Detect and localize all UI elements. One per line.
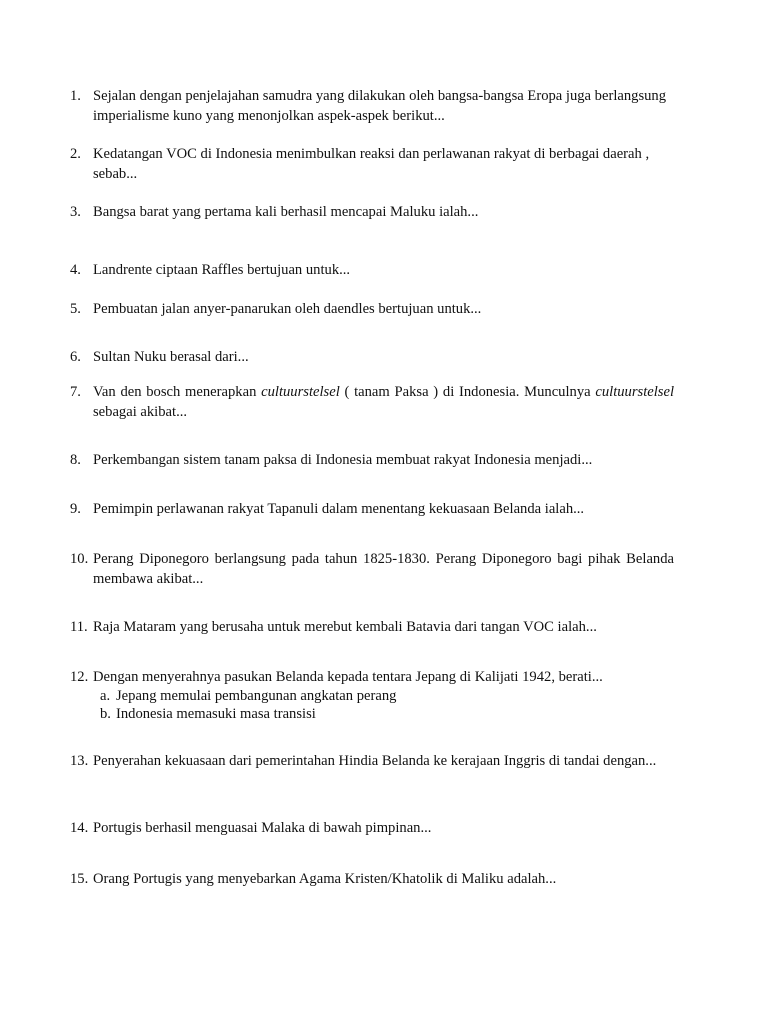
- question-number: 10.: [70, 551, 89, 567]
- option-text: Indonesia memasuki masa transisi: [116, 706, 316, 722]
- question-number: 14.: [70, 820, 89, 836]
- question-number: 5.: [70, 301, 81, 317]
- question-number: 12.: [70, 669, 89, 685]
- question-text: Landrente ciptaan Raffles bertujuan untuk...: [93, 262, 351, 278]
- question-text: [93, 382, 674, 422]
- text-part: sebagai akibat...: [93, 404, 188, 420]
- question-number: 7.: [70, 384, 81, 400]
- question-text: Raja Mataram yang berusaha untuk merebut kembali Batavia dari tangan VOC ialah...: [93, 619, 597, 635]
- option-text: Jepang memulai pembangunan angkatan perang: [116, 688, 397, 704]
- question-15: [70, 869, 674, 889]
- question-text: Penyerahan kekuasaan dari pemerintahan Hindia Belanda ke kerajaan Inggris di tandai dengan...: [93, 753, 657, 769]
- option-a: [100, 687, 674, 705]
- question-number: 9.: [70, 501, 81, 517]
- text-part: ( tanam Paksa ) di Indonesia. Munculnya: [339, 384, 596, 400]
- question-12: [70, 667, 674, 723]
- question-number: 13.: [70, 753, 89, 769]
- question-text: Sejalan dengan penjelajahan samudra yang dilakukan oleh bangsa-bangsa Eropa juga berlangsung imperialisme kuno yang menonjolkan aspek-aspek berikut...: [93, 88, 667, 124]
- question-9: [70, 499, 674, 519]
- question-7: [70, 382, 674, 422]
- question-number: 3.: [70, 204, 81, 220]
- italic-term: cultuurstelsel: [261, 384, 340, 400]
- question-14: [70, 818, 674, 838]
- option-b: [100, 705, 674, 723]
- question-text: Perkembangan sistem tanam paksa di Indonesia membuat rakyat Indonesia menjadi...: [93, 452, 593, 468]
- question-number: 6.: [70, 349, 81, 365]
- question-text: Pembuatan jalan anyer-panarukan oleh daendles bertujuan untuk...: [93, 301, 482, 317]
- question-number: 11.: [70, 619, 88, 635]
- question-number: 4.: [70, 262, 81, 278]
- question-text: Dengan menyerahnya pasukan Belanda kepada tentara Jepang di Kalijati 1942, berati...: [93, 669, 603, 685]
- question-3: [70, 202, 674, 222]
- question-2: [70, 144, 674, 184]
- question-1: [70, 86, 674, 126]
- question-4: [70, 260, 674, 280]
- question-number: 8.: [70, 452, 81, 468]
- question-6: [70, 347, 674, 367]
- question-text: Kedatangan VOC di Indonesia menimbulkan reaksi dan perlawanan rakyat di berbagai daerah , sebab...: [93, 146, 650, 182]
- question-number: 2.: [70, 146, 81, 162]
- answer-options: [100, 687, 674, 723]
- question-10: [70, 549, 674, 589]
- option-label: a.: [100, 688, 111, 704]
- question-11: [70, 617, 674, 637]
- question-13: [70, 751, 674, 771]
- question-text: Bangsa barat yang pertama kali berhasil mencapai Maluku ialah...: [93, 204, 479, 220]
- question-text: Sultan Nuku berasal dari...: [93, 349, 249, 365]
- question-text: Orang Portugis yang menyebarkan Agama Kristen/Khatolik di Maliku adalah...: [93, 871, 557, 887]
- italic-term: cultuurstelsel: [595, 384, 674, 400]
- question-text: Perang Diponegoro berlangsung pada tahun 1825-1830. Perang Diponegoro bagi pihak Belanda membawa akibat...: [93, 551, 674, 587]
- question-text: Portugis berhasil menguasai Malaka di bawah pimpinan...: [93, 820, 432, 836]
- question-text: Pemimpin perlawanan rakyat Tapanuli dalam menentang kekuasaan Belanda ialah...: [93, 501, 585, 517]
- question-number: 15.: [70, 871, 89, 887]
- question-8: [70, 450, 674, 470]
- text-part: Van den bosch menerapkan: [93, 384, 262, 400]
- option-label: b.: [100, 706, 111, 722]
- question-5: [70, 299, 674, 319]
- question-number: 1.: [70, 88, 81, 104]
